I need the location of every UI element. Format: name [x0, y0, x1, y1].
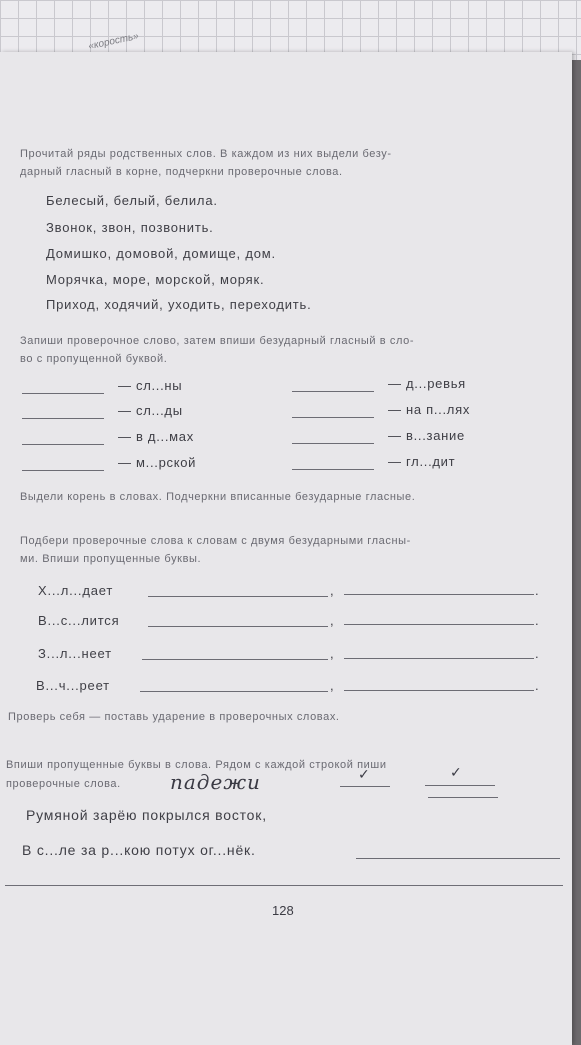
ex2-left-word-1: — сл...ны [118, 378, 183, 393]
ex2-right-word-3: — в...зание [388, 428, 465, 443]
handwritten-answer: падежи [170, 770, 261, 794]
ex1-row-3: Домишко, домовой, домище, дом. [46, 246, 276, 261]
ex3-comma-2: , [330, 613, 335, 628]
ex2-right-answer-4[interactable] [292, 469, 374, 470]
header-word: «корость» [87, 30, 140, 53]
ex3-note: Проверь себя — поставь ударение в проверочных словах. [8, 711, 340, 723]
ex2-right-word-2: — на п...лях [388, 402, 471, 417]
ex3-word-4: В...ч...реет [36, 678, 110, 693]
handwritten-dash-1 [340, 786, 390, 787]
ex3-period-4: . [535, 678, 540, 693]
ex2-note: Выдели корень в словах. Подчеркни вписанные безударные гласные. [20, 491, 416, 503]
ex3-period-3: . [535, 646, 540, 661]
ex2-right-word-4: — гл...дит [388, 454, 456, 469]
ex2-instruction-line-2: во с пропущенной буквой. [20, 353, 168, 365]
bleed-through-text [250, 890, 550, 1030]
ex2-left-answer-1[interactable] [22, 393, 104, 394]
ex4-instruction-line-1: Впиши пропущенные буквы в слова. Рядом с каждой строкой пиши [6, 759, 387, 771]
ex2-left-word-3: — в д...мах [118, 429, 194, 444]
ex3-word-3: З...л...неет [38, 646, 112, 661]
page-number: 128 [272, 903, 294, 918]
ex3-comma-4: , [330, 678, 335, 693]
ex3-answer-4b[interactable] [344, 690, 534, 691]
ex1-instruction-line-1: Прочитай ряды родственных слов. В каждом из них выдели безу- [20, 148, 392, 160]
ex3-instruction-line-1: Подбери проверочные слова к словам с двумя безударными гласны- [20, 535, 411, 547]
ex3-word-2: В...с...лится [38, 613, 120, 628]
ex2-left-answer-4[interactable] [22, 470, 104, 471]
ex4-line-2: В с...ле за р...кою потух ог...нёк. [22, 842, 256, 858]
ex2-left-word-2: — сл...ды [118, 403, 183, 418]
handwritten-dash-3 [428, 797, 498, 798]
ex3-answer-2a[interactable] [148, 626, 328, 627]
ex3-answer-3b[interactable] [344, 658, 534, 659]
ex4-instruction-line-2: проверочные слова. [6, 778, 121, 790]
ex2-instruction-line-1: Запиши проверочное слово, затем впиши безударный гласный в сло- [20, 335, 415, 347]
ex2-right-word-1: — д...ревья [388, 376, 466, 391]
page-bottom-rule [5, 885, 563, 886]
ex3-period-1: . [535, 583, 540, 598]
ex3-answer-1b[interactable] [344, 594, 534, 595]
ex1-row-5: Приход, ходячий, уходить, переходить. [46, 297, 312, 312]
ex2-right-answer-1[interactable] [292, 391, 374, 392]
ex3-comma-3: , [330, 646, 335, 661]
checkmark-icon-2: ✓ [450, 765, 462, 781]
ex1-row-4: Морячка, море, морской, моряк. [46, 272, 265, 287]
ex3-answer-4a[interactable] [140, 691, 328, 692]
ex2-left-word-4: — м...рской [118, 455, 197, 470]
ex4-line-1: Румяной зарёю покрылся восток, [26, 807, 267, 823]
ex1-instruction-line-2: дарный гласный в корне, подчеркни проверочные слова. [20, 166, 343, 178]
ex3-instruction-line-2: ми. Впиши пропущенные буквы. [20, 553, 202, 565]
background-notebook-sheet [0, 0, 581, 60]
ex2-right-answer-3[interactable] [292, 443, 374, 444]
ex3-answer-2b[interactable] [344, 624, 534, 625]
ex2-left-answer-2[interactable] [22, 418, 104, 419]
ex2-right-answer-2[interactable] [292, 417, 374, 418]
ex3-period-2: . [535, 613, 540, 628]
ex3-answer-1a[interactable] [148, 596, 328, 597]
checkmark-icon: ✓ [358, 767, 370, 783]
ex4-answer-line[interactable] [356, 858, 560, 859]
ex3-word-1: Х...л...дает [38, 583, 114, 598]
ex1-row-2: Звонок, звон, позвонить. [46, 220, 214, 235]
ex3-comma-1: , [330, 583, 335, 598]
ex1-row-1: Белесый, белый, белила. [46, 193, 218, 208]
handwritten-dash-2 [425, 785, 495, 786]
ex3-answer-3a[interactable] [142, 659, 328, 660]
ex2-left-answer-3[interactable] [22, 444, 104, 445]
